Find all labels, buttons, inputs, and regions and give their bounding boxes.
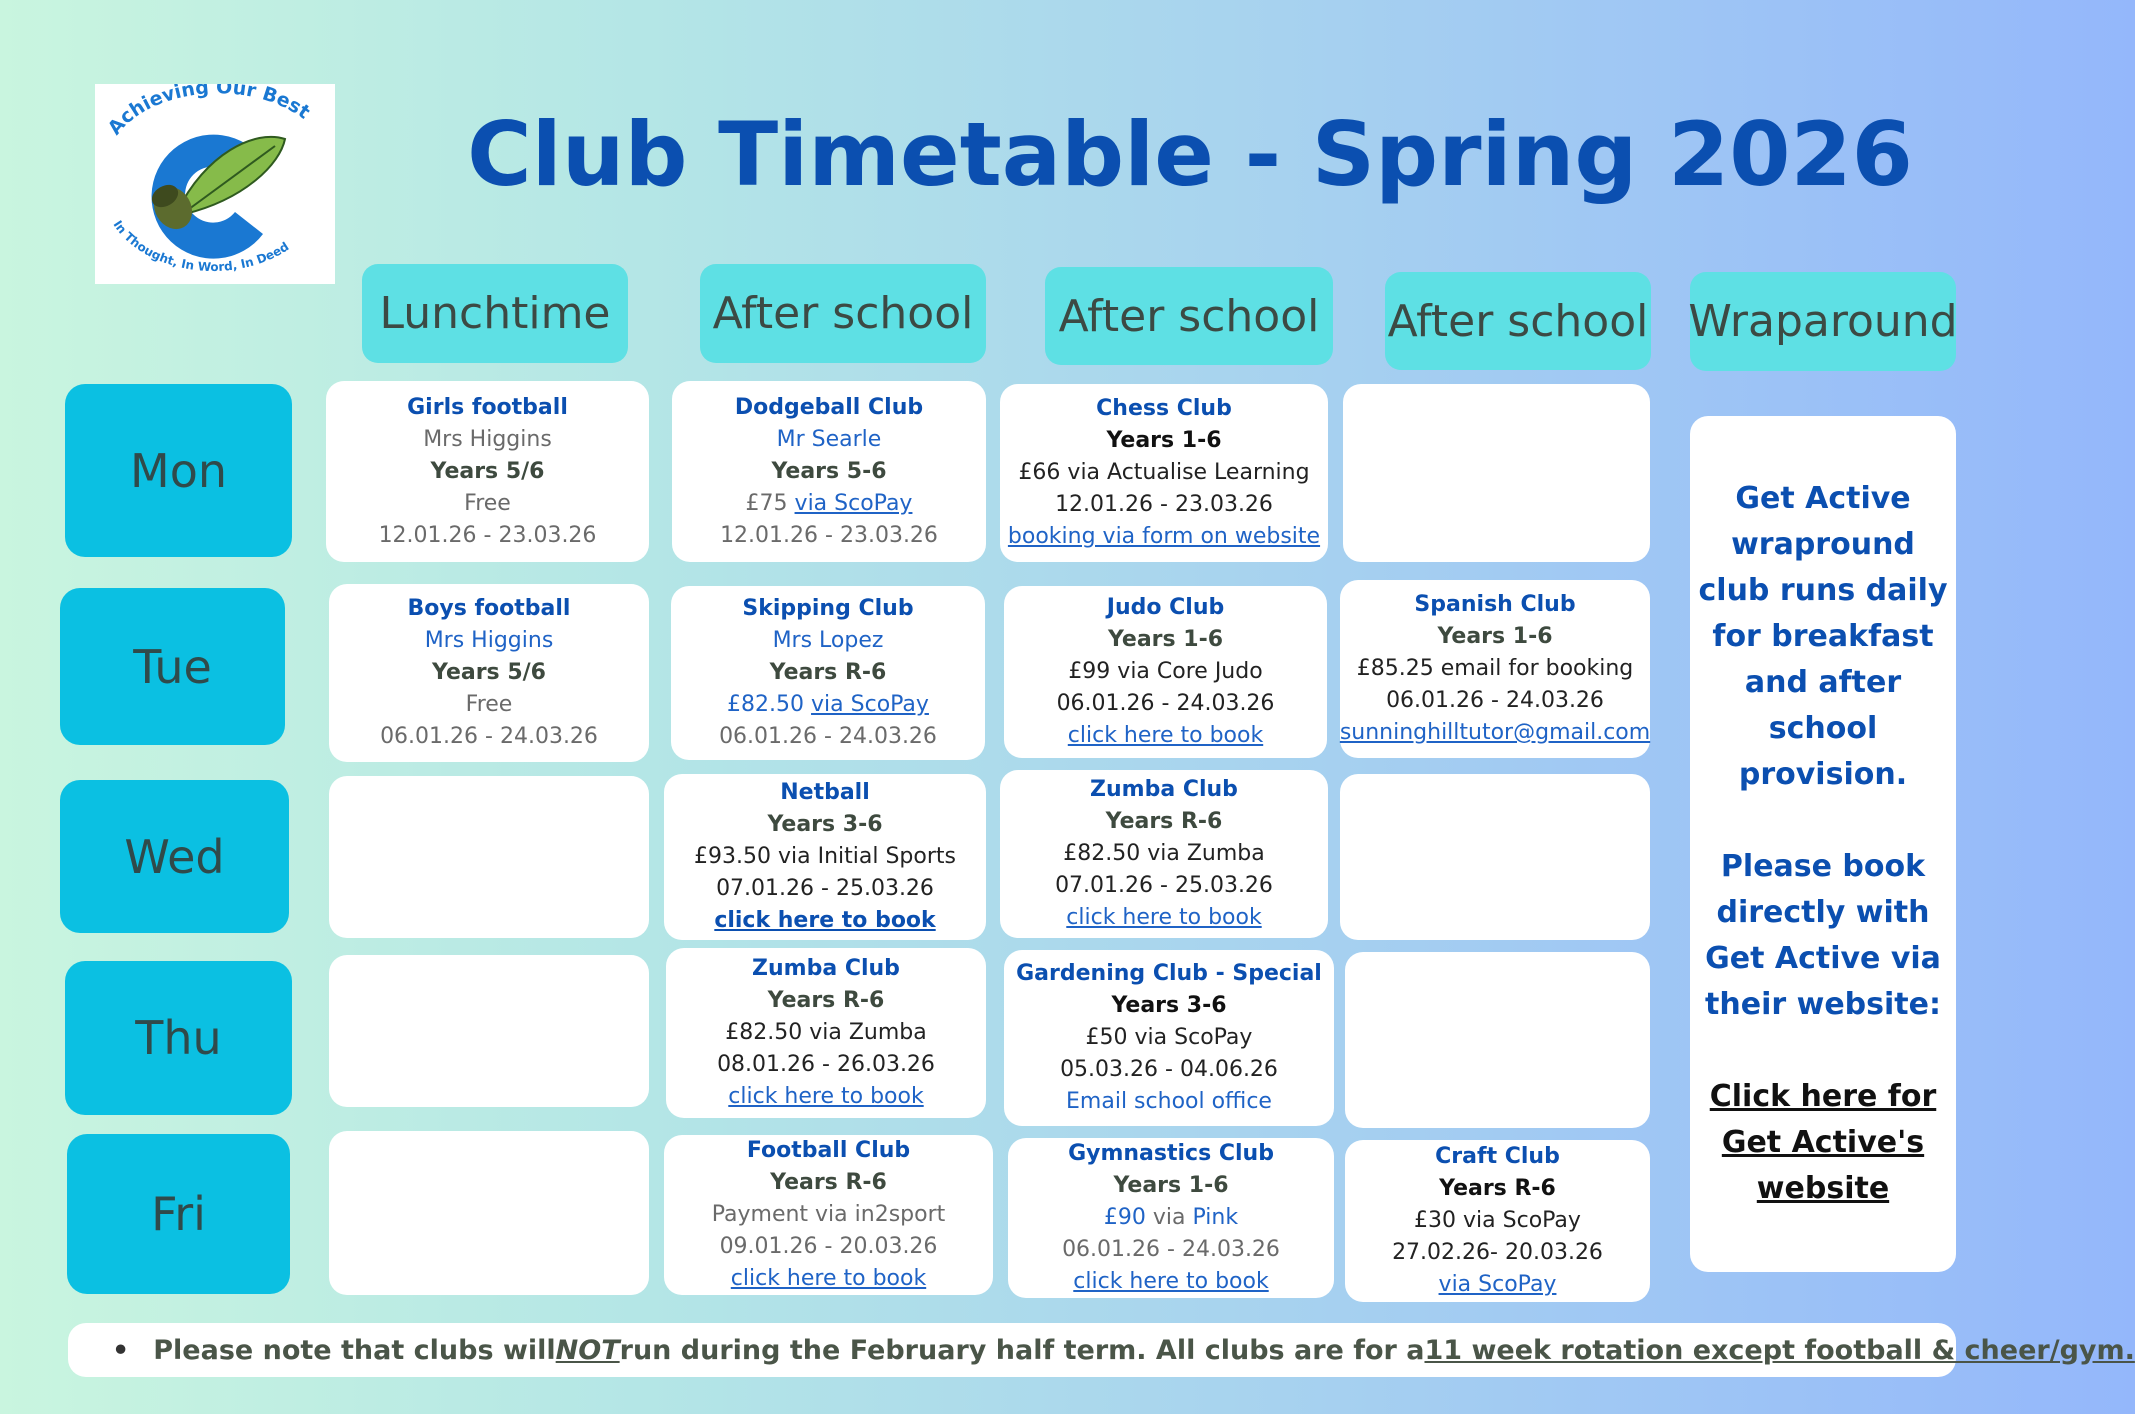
school-logo [95, 84, 335, 284]
club-dates: 07.01.26 - 25.03.26 [1055, 873, 1273, 898]
bullet-icon: • [112, 1334, 130, 1366]
cell-mon-after-school-1 [672, 381, 986, 562]
cell-fri-lunchtime-empty [329, 1131, 649, 1295]
club-years: Years 3-6 [767, 812, 883, 837]
cell-fri-after-school-3 [1345, 1140, 1650, 1302]
get-active-link-line[interactable]: Get Active's [1721, 1125, 1925, 1160]
club-price: £82.50 via Zumba [725, 1020, 927, 1045]
club-price-via: via [1152, 1205, 1186, 1230]
get-active-link-line[interactable]: website [1756, 1171, 1890, 1206]
club-name: Spanish Club [1414, 592, 1576, 617]
club-years: Years 1-6 [1106, 428, 1222, 453]
club-name: Zumba Club [1090, 777, 1238, 802]
wraparound-panel [1690, 416, 1956, 1272]
wrap-line: directly with [1716, 895, 1930, 930]
booking-link[interactable]: click here to book [1066, 905, 1262, 930]
club-price: £82.50 via Zumba [1063, 841, 1265, 866]
booking-link[interactable]: click here to book [730, 1266, 927, 1291]
club-dates: 06.01.26 - 24.03.26 [1386, 688, 1604, 713]
day-tue: Tue [60, 588, 285, 745]
cell-tue-after-school-1 [671, 586, 985, 760]
club-price: Free [464, 490, 511, 516]
day-wed: Wed [60, 780, 289, 933]
booking-link[interactable]: click here to book [1073, 1269, 1269, 1294]
day-thu: Thu [65, 961, 292, 1115]
club-name: Dodgeball Club [734, 394, 924, 420]
club-dates: 12.01.26 - 23.03.26 [1055, 492, 1273, 517]
wrap-line: their website: [1705, 987, 1941, 1022]
scopay-link[interactable]: via ScoPay [794, 490, 913, 516]
header-wraparound: Wraparound [1690, 272, 1956, 371]
club-dates: 08.01.26 - 26.03.26 [717, 1052, 935, 1077]
cell-wed-lunchtime-empty [329, 776, 649, 938]
club-years: Years R-6 [767, 988, 885, 1013]
booking-link[interactable]: click here to book [1067, 723, 1264, 748]
logo-bottom-text: In Thought, In Word, In Deed [110, 217, 292, 275]
club-years: Years R-6 [769, 660, 887, 685]
club-name: Craft Club [1435, 1144, 1560, 1169]
club-name: Judo Club [1106, 595, 1225, 620]
club-years: Years R-6 [770, 1170, 887, 1195]
email-school-office-link[interactable]: Email school office [1066, 1089, 1272, 1114]
club-provider: Pink [1192, 1205, 1239, 1230]
club-price: £90 [1103, 1205, 1146, 1230]
cell-mon-lunchtime [326, 381, 649, 562]
club-dates: 27.02.26- 20.03.26 [1392, 1240, 1603, 1265]
club-price: £66 via Actualise Learning [1018, 460, 1310, 485]
club-price: Free [465, 692, 513, 717]
get-active-link-line[interactable]: Click here for [1709, 1079, 1937, 1114]
booking-link[interactable]: click here to book [714, 908, 936, 933]
school-crest-icon [95, 84, 335, 284]
footer-note [68, 1323, 2135, 1377]
club-years: Years 1-6 [1113, 1173, 1229, 1198]
club-years: Years 1-6 [1437, 624, 1553, 649]
club-name: Gymnastics Club [1068, 1141, 1274, 1166]
club-years: Years 5-6 [771, 458, 887, 484]
cell-fri-after-school-1 [664, 1135, 993, 1295]
wrap-line: wrapround [1731, 527, 1915, 562]
club-dates: 06.01.26 - 24.03.26 [380, 724, 598, 749]
header-after-school-3: After school [1385, 272, 1651, 370]
club-name: Zumba Club [752, 956, 900, 981]
wrap-line: Get Active [1735, 481, 1911, 516]
note-rotation: 11 week rotation except football & cheer/gym. [1424, 1334, 2135, 1366]
club-years: Years 3-6 [1111, 993, 1227, 1018]
club-dates: 06.01.26 - 24.03.26 [1056, 691, 1275, 716]
cell-mon-after-school-2 [1000, 384, 1328, 562]
cell-thu-after-school-1 [666, 948, 986, 1118]
cell-thu-after-school-2 [1004, 950, 1334, 1126]
day-fri: Fri [67, 1134, 290, 1294]
club-name: Netball [780, 780, 870, 805]
club-price: £99 via Core Judo [1068, 659, 1263, 684]
scopay-link[interactable]: via ScoPay [811, 692, 929, 717]
note-part-2: run during the February half term. All clubs are for a [619, 1334, 1425, 1366]
club-name: Girls football [407, 394, 568, 420]
club-name: Skipping Club [742, 596, 914, 621]
club-years: Years R-6 [1105, 809, 1223, 834]
cell-tue-after-school-2 [1004, 586, 1327, 758]
booking-link[interactable]: click here to book [728, 1084, 924, 1109]
booking-link[interactable]: booking via form on website [1007, 524, 1321, 549]
header-after-school-1: After school [700, 264, 986, 363]
club-price: £85.25 email for booking [1356, 656, 1634, 681]
club-dates: 09.01.26 - 20.03.26 [719, 1234, 938, 1259]
club-price: £50 via ScoPay [1085, 1025, 1253, 1050]
wrap-line: provision. [1738, 757, 1908, 792]
cell-wed-after-school-2 [1000, 770, 1328, 938]
club-price-row [1104, 1202, 1238, 1234]
cell-tue-after-school-3 [1340, 580, 1650, 758]
wrap-line: Get Active via [1705, 941, 1941, 976]
club-name: Football Club [746, 1138, 911, 1163]
cell-mon-after-school-3-empty [1343, 384, 1650, 562]
club-price: £75 [745, 490, 788, 516]
club-dates: 07.01.26 - 25.03.26 [716, 876, 934, 901]
club-staff: Mrs Higgins [423, 426, 552, 452]
club-years: Years 5/6 [430, 458, 545, 484]
club-years: Years 1-6 [1107, 627, 1224, 652]
cell-tue-lunchtime [329, 584, 649, 762]
club-price: £82.50 [727, 692, 805, 717]
club-name: Boys football [407, 596, 571, 621]
cell-thu-lunchtime-empty [329, 955, 649, 1107]
club-price: £93.50 via Initial Sports [694, 844, 956, 869]
svg-text:Achieving Our Best [104, 84, 314, 139]
get-active-link[interactable] [1710, 1074, 1937, 1212]
club-price: Payment via in2sport [711, 1202, 946, 1227]
club-staff: Mrs Lopez [772, 628, 884, 653]
header-after-school-2: After school [1045, 267, 1333, 365]
cell-fri-after-school-2 [1008, 1138, 1334, 1298]
club-dates: 12.01.26 - 23.03.26 [720, 522, 938, 548]
club-price-row [727, 689, 929, 721]
wrap-line: for breakfast [1712, 619, 1934, 654]
club-dates: 06.01.26 - 24.03.26 [719, 724, 937, 749]
logo-top-text: Achieving Our Best [103, 84, 314, 140]
page-title: Club Timetable - Spring 2026 [467, 103, 1913, 206]
club-dates: 06.01.26 - 24.03.26 [1062, 1237, 1280, 1262]
cell-wed-after-school-1 [664, 774, 986, 940]
club-dates: 12.01.26 - 23.03.26 [378, 522, 597, 548]
day-mon: Mon [65, 384, 292, 557]
scopay-link[interactable]: via ScoPay [1438, 1272, 1557, 1297]
club-dates: 05.03.26 - 04.06.26 [1060, 1057, 1278, 1082]
club-years: Years R-6 [1439, 1176, 1556, 1201]
club-years: Years 5/6 [432, 660, 546, 685]
note-not: NOT [555, 1334, 620, 1366]
club-name: Gardening Club - Special [1016, 961, 1322, 986]
header-lunchtime: Lunchtime [362, 264, 628, 363]
cell-wed-after-school-3-empty [1340, 774, 1650, 940]
wrap-line: Please book [1720, 849, 1926, 884]
club-name: Chess Club [1096, 396, 1232, 421]
club-price: £30 via ScoPay [1414, 1208, 1581, 1233]
note-part-1: Please note that clubs will [153, 1334, 556, 1366]
wrap-line: school [1768, 711, 1878, 746]
wrap-line: and after [1744, 665, 1902, 700]
cell-thu-after-school-3-empty [1345, 952, 1650, 1128]
club-staff: Mrs Higgins [424, 628, 554, 653]
email-link[interactable]: sunninghilltutor@gmail.com [1339, 720, 1651, 745]
wrap-line: club runs daily [1698, 573, 1948, 608]
club-staff: Mr Searle [776, 426, 882, 452]
club-price-row [746, 488, 913, 520]
